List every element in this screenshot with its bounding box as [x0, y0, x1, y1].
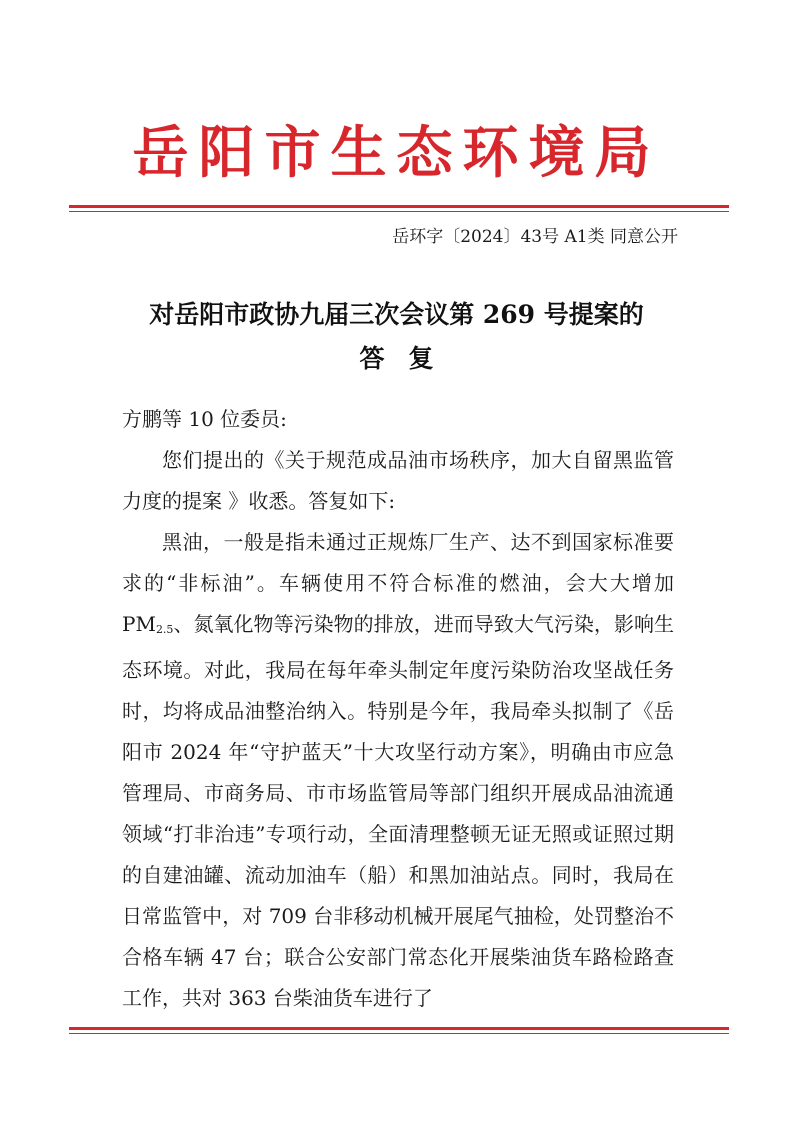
pm-subscript: 2.5: [155, 623, 174, 636]
paragraph-response-part1: 黑油，一般是指未通过正规炼厂生产、达不到国家标准要求的“非标油”。车辆使用不符合标准的燃油，会大大增加 PM: [122, 530, 674, 636]
document-title-line1: 对岳阳市政协九届三次会议第 269 号提案的: [149, 300, 644, 329]
paragraph-response-part2: 、氮氧化物等污染物的排放，进而导致大气污染，影响生态环境。对此，我局在每年牵头制定年度污染防治攻坚战任务时，均将成品油整治纳入。特别是今年，我局牵头拟制了《岳阳市 2024 年“守护蓝天”十大攻坚行动方案》，明确由市应急管理局、市商务局、市市场监管局等部门组织开展成品油流通领域“打非治违”专项行动，全面清理整顿无证无照或证照过期的自建油罐、流动加油车（船）和黑加油站点。同时，我局在日常监管中，对 709 台非移动机械开展尾气抽检，处罚整治不合格车辆 47 台；联合公安部门常态化开展柴油货车路检路查工作，共对 363 台柴油货车进行了: [122, 612, 674, 1010]
footer-rule-top: [69, 1027, 729, 1030]
paragraph-acknowledgement: 您们提出的《关于规范成品油市场秩序，加大自留黑监管力度的提案 》收悉。答复如下:: [122, 448, 674, 513]
salutation: 方鹏等 10 位委员:: [122, 407, 287, 431]
document-body: [122, 399, 674, 1019]
paragraph-response: [122, 522, 674, 1019]
document-number: 岳环字〔2024〕43号 A1类 同意公开: [392, 227, 678, 247]
letterhead-rule-top: [69, 205, 729, 208]
letterhead-rule-bottom: [69, 211, 729, 212]
footer-rule-bottom: [69, 1033, 729, 1034]
document-title-line2: 答复: [359, 344, 458, 373]
letterhead-title: 岳阳市生态环境局: [132, 120, 661, 186]
